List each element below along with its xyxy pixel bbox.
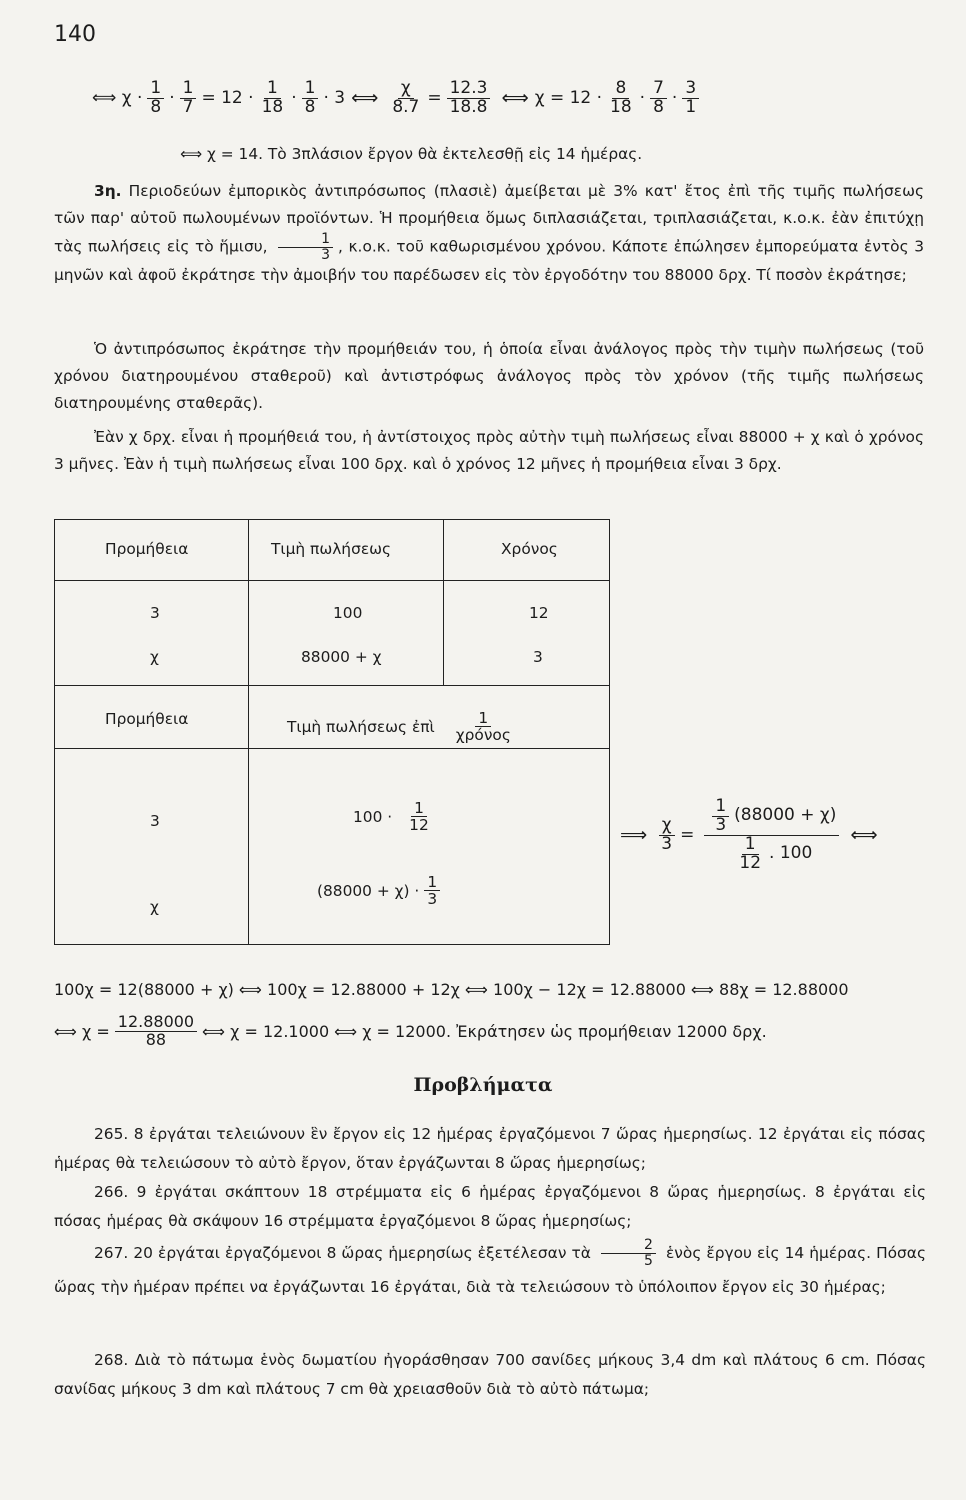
fraction — [658, 814, 675, 854]
denominator: 12 — [739, 852, 762, 873]
numerator: 1 — [712, 798, 729, 817]
numerator: 1 — [475, 710, 491, 727]
table-cell: χ — [150, 648, 159, 666]
numerator: 12.88000 — [115, 1014, 197, 1032]
numerator: 1 — [278, 232, 333, 248]
denominator: 3 — [321, 246, 331, 263]
problem-265 — [54, 1120, 926, 1178]
numerator: 3 — [682, 80, 699, 99]
proportion-table — [54, 519, 610, 945]
fraction — [115, 1014, 197, 1049]
problem-text: 20 ἐργάται ἐργαζόμενοι 8 ὥρας ἡμερησίως ἐξετέλεσαν τὰ — [133, 1244, 591, 1262]
cell-text: 100 · — [353, 807, 393, 826]
problem-text: Περιοδεύων ἐμπορικὸς ἀντιπρόσωπος (πλασιὲ) ἀμείβεται μὲ 3% κατ' ἔτος ἐπὶ τῆς τιμῆς πωλήσεως τῶν παρ' αὐτοῦ πωλουμένων προϊόντων. Ἡ προμήθεια ὅμως διπλασιάζεται, τριπλασιάζεται, κ.ο.κ. ἐὰν ἐπιτύχῃ τὰς πωλήσεις εἰς τὸ ἥμισυ, — [54, 182, 924, 256]
problem-label: 3η. — [94, 182, 122, 200]
denominator: 7 — [182, 96, 194, 117]
page-number: 140 — [54, 22, 96, 47]
problem-267 — [54, 1236, 926, 1304]
eq-part: ⟺ χ = — [54, 1021, 110, 1041]
eq-part: . 100 — [769, 843, 813, 864]
problem-number: 265. — [94, 1125, 129, 1143]
numerator: 1 — [424, 874, 440, 891]
side-equation — [614, 798, 884, 872]
problem-number: 267. — [94, 1244, 129, 1262]
table-cell: 100 — [333, 604, 363, 622]
problem-number: 268. — [94, 1351, 129, 1369]
fraction — [389, 80, 422, 117]
eq-part: ⟺ χ = 12.1000 ⟺ χ = 12000. Ἐκράτησεν ὡς προμήθειαν 12000 δρχ. — [202, 1021, 767, 1041]
equation-line-4 — [54, 1014, 767, 1049]
problem-268 — [54, 1346, 926, 1404]
eq-part: · 3 — [323, 88, 346, 109]
fraction — [447, 80, 491, 117]
eq-part: = — [680, 825, 695, 846]
problem-text: 9 ἐργάται σκάπτουν 18 στρέμματα εἰς 6 ἡμέρας ἐργαζόμενοι 8 ὥρας ἡμερησίως. 8 ἐργάται εἰς πόσας ἡμέρας θὰ σκάψουν 16 στρέμματα ἐργαζόμενοι 8 ὥρας ἡμερησίως; — [54, 1183, 926, 1230]
denominator: 3 — [427, 890, 438, 909]
denominator: χρόνος — [455, 726, 511, 745]
table-cell: 3 — [150, 812, 160, 830]
numerator: χ — [398, 80, 414, 99]
denominator: 8 — [150, 96, 162, 117]
numerator: 12.3 — [447, 80, 491, 99]
table-cell: 88000 + χ — [301, 648, 382, 666]
table-cell: χ — [150, 898, 159, 916]
compound-denominator — [728, 833, 815, 873]
denominator: 3 — [661, 833, 673, 854]
numerator: 1 — [302, 80, 319, 99]
table-header: Τιμὴ πωλήσεως — [271, 540, 392, 558]
denominator: 12 — [409, 816, 429, 835]
table-rule — [55, 748, 609, 749]
numerator: 1 — [147, 80, 164, 99]
fraction — [180, 80, 197, 117]
fraction — [736, 833, 764, 873]
fraction — [147, 80, 164, 117]
denominator: 18 — [261, 96, 284, 117]
implies-arrow-icon: ⟹ — [620, 824, 648, 847]
equation-line-1 — [92, 80, 704, 117]
problem-3-statement — [54, 178, 924, 289]
table-cell: 12 — [529, 604, 549, 622]
numerator: 1 — [742, 836, 759, 855]
double-arrow-icon: ⟺ — [351, 87, 379, 110]
problem-text: ἑνὸς ἔργου εἰς 14 ἡμέρας. Πόσας ὥρας τὴν ἡμέραν πρέπει να ἐργάζωνται 16 ἐργάται, διὰ τὰ τελειώσουν τὸ ὑπόλοιπον ἔργον εἰς 30 ἡμέρας; — [54, 1244, 926, 1296]
problem-text: Διὰ τὸ πάτωμα ἑνὸς δωματίου ἠγοράσθησαν 700 σανίδες μήκους 3,4 dm καὶ πλάτους 6 cm. Πόσας σανίδας μήκους 3 dm καὶ πλάτους 7 cm θὰ χρειασθοῦν διὰ τὸ αὐτὸ πάτωμα; — [54, 1351, 926, 1398]
fraction-one-third — [278, 232, 333, 262]
compound-fraction — [704, 798, 839, 872]
eq-part: = 12 · — [201, 88, 254, 109]
header-text: Τιμὴ πωλήσεως ἐπὶ — [287, 717, 435, 736]
fraction — [607, 80, 635, 117]
table-rule — [248, 520, 249, 944]
eq-part: χ = 12 · — [534, 88, 603, 109]
problem-266 — [54, 1178, 926, 1236]
denominator: 8 — [304, 96, 316, 117]
fraction — [453, 710, 514, 743]
fraction — [406, 800, 432, 833]
numerator: 1 — [411, 800, 427, 817]
problem-number: 266. — [94, 1183, 129, 1201]
eq-part: · — [671, 88, 678, 109]
denominator: 5 — [643, 1253, 653, 1269]
denominator: 8 — [653, 96, 664, 117]
problem-text: , κ.ο.κ. τοῦ καθωρισμένου χρόνου. Κάποτε ἐπώλησεν ἐμπορεύματα ἐντὸς 3 μηνῶν καὶ ἀφοῦ ἐκράτησε τὴν ἀμοιβήν του παρέδωσεν εἰς τὸν ἐργοδότην του 88000 δρχ. Τί ποσὸν ἐκράτησε; — [54, 237, 924, 285]
equation-line-3: 100χ = 12(88000 + χ) ⟺ 100χ = 12.88000 + 12χ ⟺ 100χ − 12χ = 12.88000 ⟺ 88χ = 12.88000 — [54, 980, 849, 999]
table-header: Χρόνος — [501, 540, 558, 558]
denominator: 3 — [715, 814, 727, 835]
double-arrow-icon: ⟺ — [501, 87, 529, 110]
table-cell — [353, 800, 437, 833]
denominator: 18.8 — [449, 96, 488, 117]
table-cell: 3 — [533, 648, 543, 666]
numerator: 1 — [180, 80, 197, 99]
solution-paragraph-2: Ἐὰν χ δρχ. εἶναι ἡ προμήθειά του, ἡ ἀντίστοιχος πρὸς αὐτὴν τιμὴ πωλήσεως εἶναι 88000 + χ καὶ ὁ χρόνος 3 μῆνες. Ἐὰν ἡ τιμὴ πωλήσεως εἶναι 100 δρχ. καὶ ὁ χρόνος 12 μῆνες ἡ προμήθεια εἶναι 3 δρχ. — [54, 428, 924, 473]
table-rule — [55, 685, 609, 686]
table-cell: 3 — [150, 604, 160, 622]
fraction-two-fifths — [601, 1238, 656, 1268]
denominator: 88 — [145, 1029, 167, 1049]
fraction — [302, 80, 319, 117]
eq-part: (88000 + χ) — [734, 805, 837, 826]
fraction — [650, 80, 667, 117]
numerator: χ — [659, 817, 675, 836]
eq-part: · — [169, 88, 175, 109]
numerator: 2 — [601, 1238, 656, 1254]
table-header: Προμήθεια — [105, 540, 189, 558]
table-header: Προμήθεια — [105, 710, 189, 728]
compound-numerator — [704, 798, 839, 836]
fraction — [712, 798, 729, 835]
problem-text: 8 ἐργάται τελειώνουν ἓν ἔργον εἰς 12 ἡμέρας ἐργαζόμενοι 7 ὥρας ἡμερησίως. 12 ἐργάται εἰς πόσας ἡμέρας θὰ τελειώσουν τὸ αὐτὸ ἔργον, ὅταν ἐργάζωνται 8 ὥρας ἡμερησίως; — [54, 1125, 926, 1172]
table-rule — [443, 520, 444, 685]
numerator: 1 — [264, 80, 281, 99]
eq-part: = — [427, 88, 442, 109]
fraction — [424, 874, 440, 907]
eq-part: · — [639, 88, 646, 109]
equation-line-2: ⟺ χ = 14. Τὸ 3πλάσιον ἔργον θὰ ἐκτελεσθῇ εἰς 14 ἡμέρας. — [180, 145, 643, 163]
eq-part: ⟺ χ · — [92, 88, 143, 109]
cell-text: (88000 + χ) · — [317, 881, 420, 900]
solution-paragraph-1: Ὁ ἀντιπρόσωπος ἐκράτησε τὴν προμήθειάν του, ἡ ὁποία εἶναι ἀνάλογος πρὸς τὴν τιμὴν πωλήσεως (τοῦ χρόνου διατηρουμένου σταθεροῦ) καὶ ἀντιστρόφως ἀνάλογος πρὸς τὸν χρόνον (τῆς τιμῆς πωλήσεως διατηρουμένης σταθερᾶς). — [54, 340, 924, 412]
double-arrow-icon: ⟺ — [850, 824, 878, 847]
denominator: 8.7 — [392, 96, 420, 117]
numerator: 8 — [612, 80, 629, 99]
table-rule — [55, 580, 609, 581]
denominator: 18 — [610, 96, 632, 117]
denominator: 1 — [685, 96, 697, 117]
fraction — [259, 80, 287, 117]
fraction — [682, 80, 699, 117]
table-header-compound — [287, 710, 519, 743]
eq-part: · — [291, 88, 297, 109]
table-cell — [317, 874, 445, 907]
section-heading: Προβλήματα — [413, 1074, 553, 1096]
numerator: 7 — [650, 80, 667, 99]
